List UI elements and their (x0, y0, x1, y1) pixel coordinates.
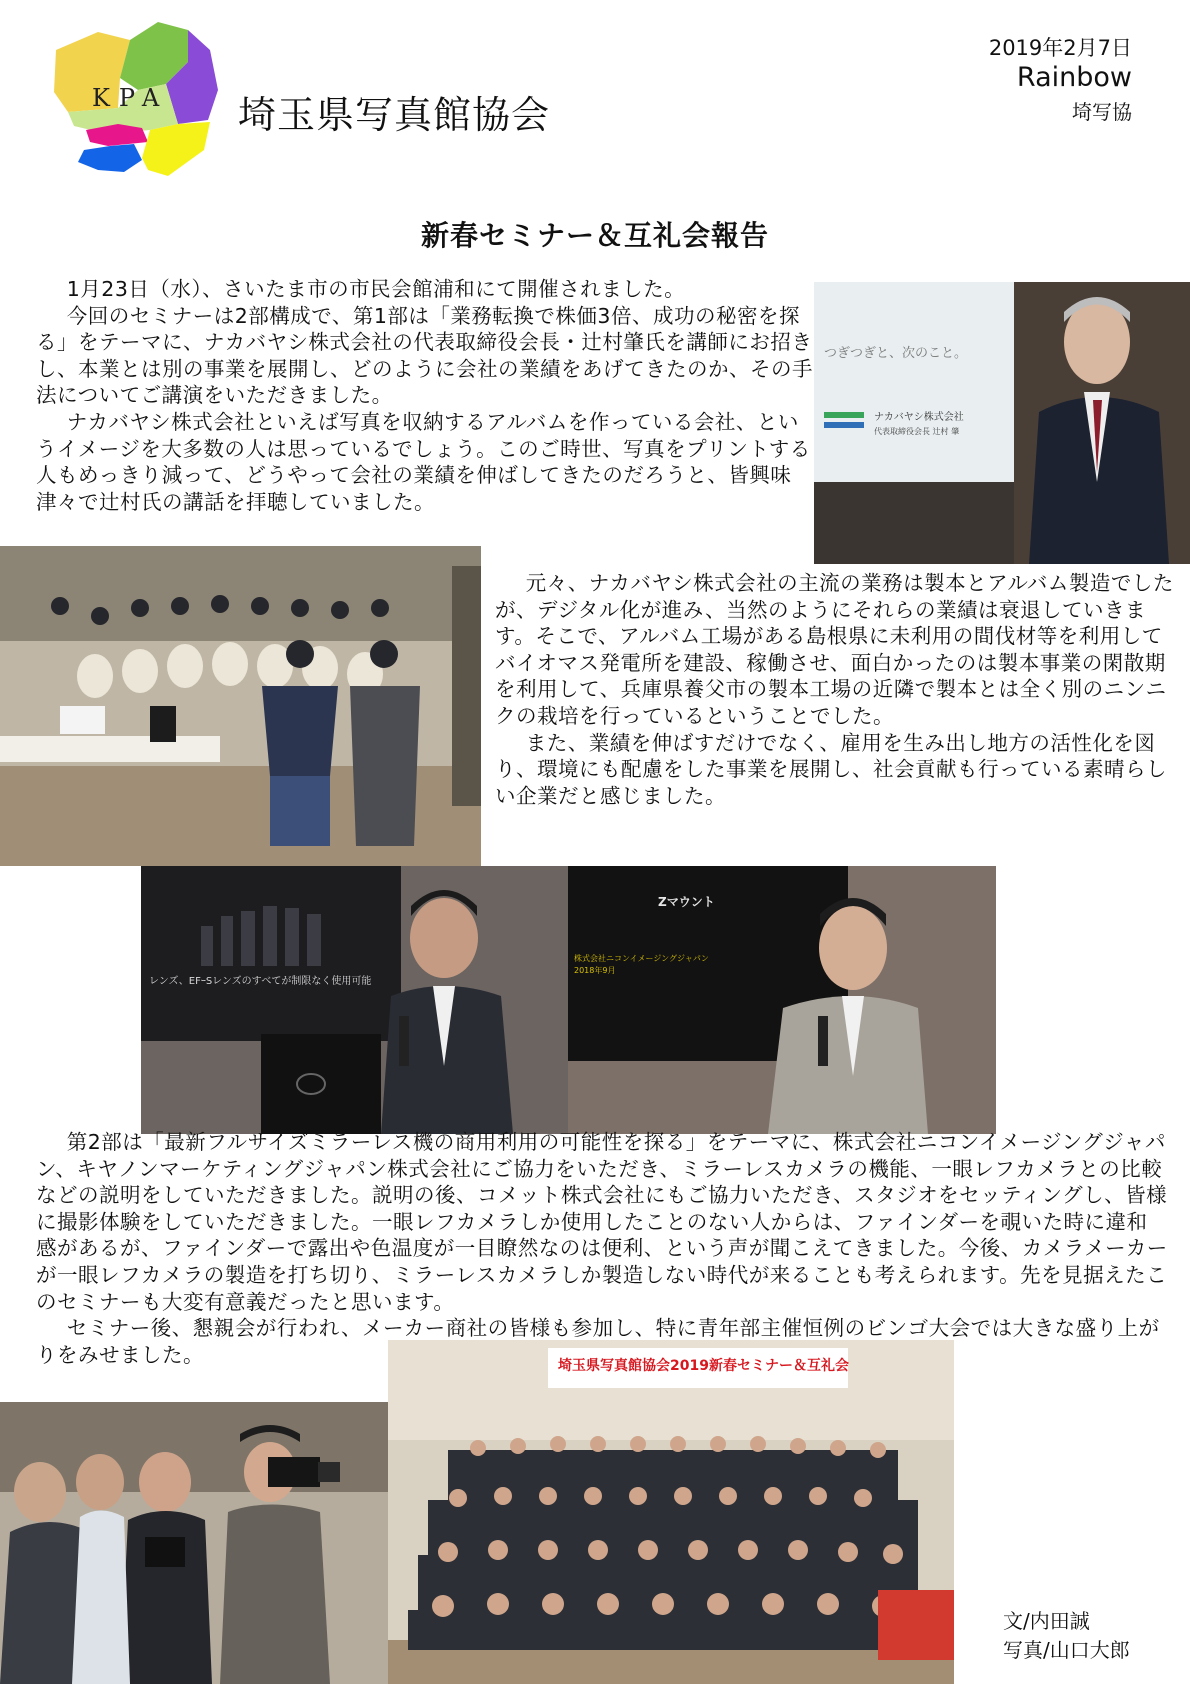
paragraph: 今回のセミナーは2部構成で、第1部は「業務転換で株価3倍、成功の秘密を探る」をテーマに、ナカバヤシ株式会社の代表取締役会長・辻村肇氏を講師にお招きし、本業とは別の事業を展開し、どのように会社の業績をあげてきたのか、その手法についてご講演をいただきました。 (36, 303, 813, 408)
slide-date: 2018年9月 (574, 966, 616, 975)
photo-speaker-canon (141, 866, 568, 1134)
photo-shooting-experience (0, 1402, 388, 1684)
slide-text: レンズ、EFｰSレンズのすべてが制限なく使用可能 (149, 976, 372, 987)
issue-date: 2019年2月7日 (988, 36, 1132, 60)
paragraph: また、業績を伸ばすだけでなく、雇用を生み出し地方の活性化を図り、環境にも配慮をした事業を展開し、社会貢献も行っている素晴らしい企業だと感じました。 (495, 730, 1167, 808)
newsletter-name: Rainbow (1016, 62, 1132, 93)
paragraph: 元々、ナカバヤシ株式会社の主流の業務は製本とアルバム製造でしたが、デジタル化が進み、当然のようにそれらの業績は衰退していきます。そこで、アルバム工場がある島根県に未利用の間伐材等を利用してバイオマス発電所を建設、稼働させ、面白かったのは製本事業の閑散期を利用して、兵庫県養父市の製本工場の近隣で製本とは全く別のニンニクの栽培を行っているということでした。 (495, 571, 1174, 728)
paragraph: セミナー後、懇親会が行われ、メーカー商社の皆様も参加し、特に青年部主催恒例のビンゴ大会では大きな盛り上がりをみせました。 (36, 1316, 1160, 1367)
group-banner-text: 埼玉県写真館協会2019新春セミナー＆互礼会 (558, 1358, 849, 1374)
slide-company: 株式会社ニコンイメージングジャパン (574, 954, 709, 963)
logo-text: KPA (92, 84, 169, 112)
article-block-1 (36, 276, 816, 515)
paragraph: 第2部は「最新フルサイズミラーレス機の商用利用の可能性を探る」をテーマに、株式会社ニコンイメージングジャパン、キヤノンマーケティングジャパン株式会社にご協力をいただき、ミラーレスカメラの機能、一眼レフカメラとの比較などの説明をしていただきました。説明の後、コメット株式会社にもご協力いただき、スタジオをセッティングし、皆様に撮影体験をしていただきました。一眼レフカメラしか使用したことのない人からは、ファインダーを覗いた時に違和感があるが、ファインダーで露出や色温度が一目瞭然なのは便利、という声が聞こえてきました。今後、カメラメーカーが一眼レフカメラの製造を打ち切り、ミラーレスカメラしか製造しない時代が来ることも考えられます。先を見据えたこのセミナーも大変有意義だったと思います。 (36, 1130, 1168, 1314)
slide-title: Zマウント (658, 895, 715, 909)
photo-group-commemorative (388, 1340, 954, 1684)
photo-seminar-audience (0, 546, 481, 866)
organization-name: 埼玉県写真館協会 (238, 93, 551, 137)
article-block-2 (495, 570, 1180, 809)
kpa-logo (38, 20, 238, 190)
article-title: 新春セミナー＆互礼会報告 (420, 219, 769, 252)
photo-author: 写真/山口大郎 (1003, 1638, 1130, 1662)
paragraph: ナカバヤシ株式会社といえば写真を収納するアルバムを作っている会社、というイメージを大多数の人は思っているでしょう。このご時世、写真をプリントする人もめっきり減って、どうやって会社の業績を伸ばしてきたのだろうと、皆興味津々で辻村氏の講話を拝聴していました。 (36, 409, 811, 514)
slide-company: ナカバヤシ株式会社 (874, 412, 964, 423)
text-author: 文/内田誠 (1003, 1609, 1090, 1633)
photo-speaker-nakabayashi (814, 282, 1190, 564)
credits (1003, 1607, 1130, 1665)
photo-speaker-nikon (568, 866, 996, 1134)
slide-name: 代表取締役会長 辻村 肇 (874, 427, 960, 436)
slide-text: つぎつぎと、次のこと。 (824, 346, 968, 361)
paragraph: 1月23日（水）、さいたま市の市民会館浦和にて開催されました。 (66, 277, 686, 301)
newsletter-publisher: 埼写協 (1072, 100, 1132, 124)
article-block-3 (36, 1129, 1168, 1368)
